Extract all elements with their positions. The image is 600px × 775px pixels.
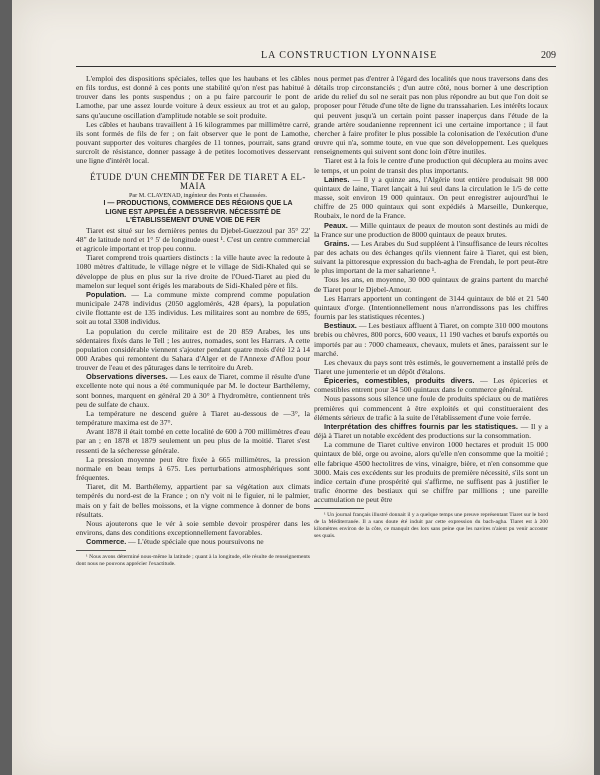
footnote-rule: [76, 550, 126, 551]
page: [12, 0, 594, 775]
run-in-heading: Interprétation des chiffres fournis par les statistiques.: [324, 421, 518, 431]
paragraph-text: — Mille quintaux de peaux de mouton sont destinés au midi de la France sur une production de 8000 quintaux de peaux brutes.: [314, 220, 548, 239]
paragraph-text: — Les eaux de Tiaret, comme il résulte d'une excellente note qui nous a été communiquée par M. le docteur Barthélemy, sont bonnes, marquent en général 20 à 30° à l'hydromètre, contiennent très peu de sulfate de chaux.: [76, 372, 311, 409]
run-in-heading: Observations diverses.: [86, 372, 168, 382]
footnote: ¹ Un journal français illustré donnait il y a quelque temps une preuve représentant Tiaret sur le bord de la Méditerranée. Il a sans doute été induit par cette expression du bach-agha. Tiaret est à 200 kilomètres environ de la côte, ce manquit des lors sans peine que les navires n'aient pu venir accoster ses quais.: [314, 512, 548, 539]
journal-title: LA CONSTRUCTION LYONNAISE: [261, 50, 438, 61]
paragraph: Nous ajouterons que le vér à soie semble devoir prospérer dans les environs, dans des conditions exceptionnellement favorables.: [76, 518, 310, 537]
run-in-heading: Grains.: [324, 238, 350, 248]
paragraph: [76, 372, 310, 409]
article-title: ÉTUDE D'UN CHEMIN DE FER DE TIARET A EL-MAIA: [90, 171, 306, 191]
paragraph: Les câbles et haubans travaillent à 16 kilogrammes par millimètre carré, ils sont formés de fils de fer ; on fait observer que le pont de Lamothe, pouvant supporter des voitures chargées de 11 tonnes, pourrait, sans grand surcroît de résistance, donner passage à de petites locomotives desservant une ligne d'intérêt local.: [76, 119, 310, 166]
left-column: [76, 74, 310, 568]
article-byline: Par M. CLAVENAD, ingénieur des Ponts et Chaussées.: [128, 191, 268, 199]
paragraph: [314, 239, 548, 276]
paragraph: Tiaret est situé sur les dernières pentes du Djebel-Guezzoul par 35° 22' 48" de latitude nord et 1° 5' de longitude ouest ¹. C'est un centre commercial et agricole important et trop peu connu.: [76, 225, 310, 254]
paragraph-text: — L'étude spéciale que nous poursuivons ne: [128, 537, 264, 547]
run-in-heading: Bestiaux.: [324, 321, 357, 331]
paragraph-text: — Les Arabes du Sud suppléent à l'insuffisance de leurs récoltes par des achats ou des échanges qu'ils viennent faire à Tiaret, qui est bien, suivant la pittoresque expression du bach-agha de Frendah, le port peut-être le plus important de la mer saharienne ¹.: [314, 238, 548, 276]
paragraph: Les chevaux du pays sont très estimés, le gouvernement a installé près de Tiaret une jumenterie et un dépôt d'étalons.: [314, 357, 548, 376]
paragraph: La pression moyenne peut être fixée à 665 millimètres, la pression normale en beau temps à 675. Les perturbations atmosphériques sont fréquentes.: [76, 454, 310, 483]
paragraph: La température ne descend guère à Tiaret au-dessous de —3°, la température maxima est de 37°.: [76, 408, 310, 428]
paragraph-text: — Il y a quinze ans, l'Algérie tout entière produisait 98 000 quintaux de laine, Tiaret lançait à lui seul dans la circulation le 1/5 de cette masse, soit environ 19 000 quintaux. On peut enregistrer aujourd'hui le chiffre de 25 000 quintaux qui sont expédiés à Marseille, Dunkerque, Roubaix, le nord de la France.: [314, 174, 548, 221]
paragraph: Tiaret comprend trois quartiers distincts : la ville haute avec la redoute à 1080 mètres d'altitude, le village nègre et le village de Sidi-Khaled qui se développe de plus en plus sur la rive droite de l'Oued-Tiaret au pied du mamelon sur lequel sont érigés les marabouts de Sidi-Khaled père et fils.: [76, 253, 310, 290]
paragraph-text: — Les bestiaux affluent à Tiaret, on compte 310 000 moutons brebis ou chèvres, 800 porcs, 600 veaux, 11 190 vaches et bœufs exportés ou importés par au : 7000 chameaux, chevaux, mulets et ânes, paraissent sur le marché.: [314, 321, 548, 358]
paragraph: Tous les ans, en moyenne, 30 000 quintaux de grains partent du marché de Tiaret pour le Djebel-Amour.: [314, 275, 548, 294]
right-column: [314, 74, 548, 540]
paragraph: [314, 221, 548, 239]
paragraph: Avant 1878 il était tombé en cette localité de 600 à 700 millimètres d'eau par an ; en 1878 et 1879 seulement un peu plus de la moitié. Tiaret s'est ressenti de la sécheresse générale.: [76, 427, 310, 455]
paragraph: [314, 321, 548, 358]
page-number: 209: [541, 50, 556, 61]
paragraph: La population du cercle militaire est de 20 859 Arabes, les uns sédentaires fixés dans le Tell ; les autres, nomades, sont les Harrars. A cette population considérable viennent s'ajouter pendant quatre mois d'été 12 à 14 000 Arabes qui remontent du Sahara d'Alger et de l'Annexe d'Aflou pour trouver de l'eau et des pâturages dans le territoire du Areb.: [76, 326, 310, 373]
paragraph: [314, 422, 548, 440]
paragraph: Les Harrars apportent un contingent de 3144 quintaux de blé et 21 540 quintaux d'orge. (Intentionnellement nous n'arrondissons pas les chiffres fournis par les statistiques récentes.): [314, 293, 548, 322]
running-header: [76, 50, 556, 67]
footnote-rule: [314, 508, 364, 509]
section-title: I — PRODUCTIONS, COMMERCE DES RÉGIONS QUE LA LIGNE EST APPELÉE A DESSERVIR. NÉCESSITÉ DE L'ÉTABLISSEMENT D'UNE VOIE DE FER: [103, 200, 293, 225]
run-in-heading: Épiceries, comestibles, produits divers.: [324, 376, 475, 386]
paragraph: Tiaret est à la fois le centre d'une production qui décuplera au moins avec le temps, et un point de transit des plus importants.: [314, 156, 548, 175]
paragraph: La commune de Tiaret cultive environ 1000 hectares et produit 15 000 quintaux de blé, orge ou avoine, alors qu'elle n'en consomme que la moitié ; elle fabrique 4500 hectolitres de vins, vinaigre, bière, et n'en consomme que 3000. Mais ces excédents sur les produits de première nécessité, s'ils sont un indice certain d'une prospérité qui s'affirme, ne suffisent pas à justifier le trafic énorme des bestiaux qui se chiffre par millions ; une pareille accumulation ne peut être: [314, 440, 548, 505]
paragraph-text: — Il y a déjà à Tiaret un notable excédent des productions sur la consommation.: [314, 421, 548, 441]
paragraph: Nous passons sous silence une foule de produits spéciaux ou de matières premières qui commencent à être exploités et qui constitueraient des éléments sérieux de trafic à la suite de l'établissement d'une voie ferrée.: [314, 394, 548, 422]
paragraph: [76, 537, 310, 546]
paragraph-text: — La commune mixte comprend comme population municipale 2478 individus (2050 agglomérés, 428 épars), la population civile flottante est de 135 individus. Les militaires sont au nombre de 695, soit au total 3308 individus.: [76, 289, 310, 327]
footnote: ¹ Nous avons déterminé nous-même la latitude ; quant à la longitude, elle résulte de renseignements dont nous ne pouvons apprécier l'exactitude.: [76, 554, 310, 568]
paragraph: [314, 376, 548, 394]
run-in-heading: Laines.: [324, 174, 350, 184]
paragraph: Tiaret, dit M. Barthélemy, appartient par sa végétation aux climats tempérés du nord-est de la France ; on n'y voit ni le figuier, ni le palmier, mais on y fait de belles moissons, et la vigne commence à donner de bons résultats.: [76, 482, 310, 519]
run-in-heading: Commerce.: [86, 537, 127, 547]
paragraph: nous permet pas d'entrer à l'égard des localités que nous traversons dans des détails trop circonstanciés ; d'un autre côté, nous borner à une description aride du relief du sol ne serait pas non plus répondre au but que l'on doit se proposer pour l'étude d'une tête de ligne du transsaharien. Les intérêts locaux qui peuvent jusqu'à un certain point passer inaperçus dans l'étude de la grande artère soudanienne reprennent ici une certaine importance ; il faut chercher à faire profiter le plus possible la colonisation de l'exécution d'une œuvre qui n'a, somme toute, en vue que son développement. Les quelques renseignements qui suivent sont donc loin d'être inutiles.: [314, 74, 548, 157]
paragraph-text: — Les épiceries et comestibles entrent pour 34 500 quintaux dans le commerce général.: [314, 376, 549, 395]
paragraph: [314, 175, 548, 221]
paragraph: [76, 290, 310, 327]
run-in-heading: Peaux.: [324, 220, 348, 230]
paragraph: L'emploi des dispositions spéciales, telles que les haubans et les câbles en fils tordus, est donné à ces ponts une stabilité qu'on n'est pas habitué à trouver dans les ponts suspendus ; on a pu faire parcourir le pont de Lamothe, par une assez lourde voiture à deux essieux au trot et au galop, sans qu'aucune oscillation d'amplitude notable se soit produite.: [76, 74, 310, 120]
run-in-heading: Population.: [86, 289, 127, 299]
